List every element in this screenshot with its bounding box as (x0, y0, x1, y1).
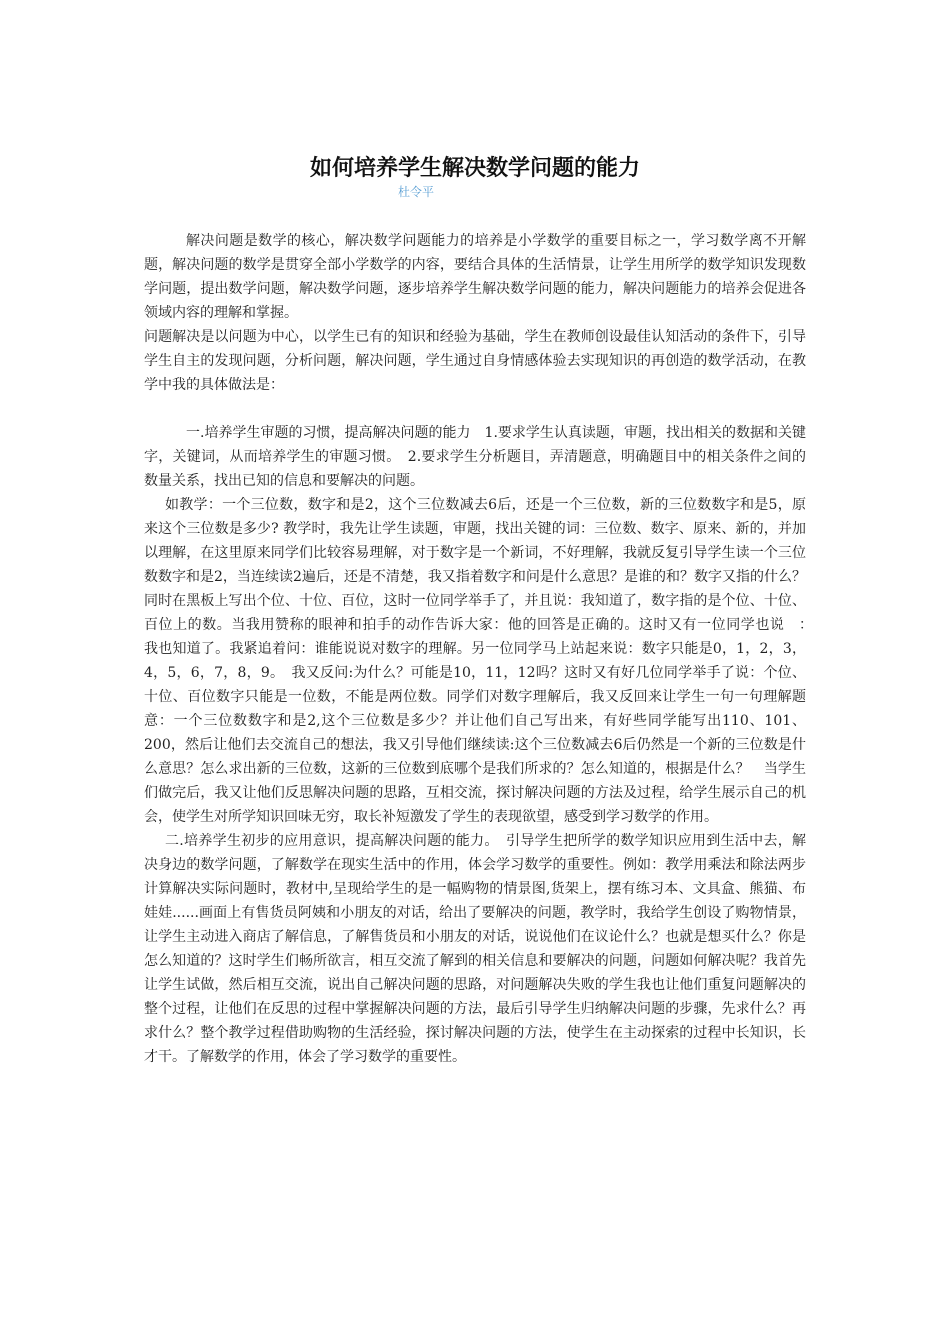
paragraph-section-two: 二.培养学生初步的应用意识，提高解决问题的能力。 引导学生把所学的数学知识应用到生活中去，解决身边的数学问题，了解数学在现实生活中的作用，体会学习数学的重要性。例如：教学用乘法和除法两步计算解决实际问题时，教材中,呈现给学生的是一幅购物的情景图,货架上，摆有练习本、文具盒、熊猫、布娃娃......画面上有售货员阿姨和小朋友的对话，给出了要解决的问题，教学时，我给学生创设了购物情景，让学生主动进入商店了解信息，了解售货员和小朋友的对话，说说他们在议论什么？也就是想买什么？你是怎么知道的？这时学生们畅所欲言，相互交流了解到的相关信息和要解决的问题，问题如何解决呢？我首先让学生试做，然后相互交流，说出自己解决问题的思路，对问题解决失败的学生我也让他们重复问题解决的整个过程，让他们在反思的过程中掌握解决问题的方法，最后引导学生归纳解决问题的步骤，先求什么？再求什么？整个教学过程借助购物的生活经验，探讨解决问题的方法，使学生在主动探索的过程中长知识，长才干。了解数学的作用，体会了学习数学的重要性。 (144, 833, 806, 1065)
document-author: 杜令平 (398, 185, 435, 199)
paragraph-spacer (144, 397, 806, 421)
paragraph-example-one: 如教学：一个三位数，数字和是2，这个三位数减去6后，还是一个三位数，新的三位数数字和是5，原来这个三位数是多少? 教学时，我先让学生读题，审题，找出关键的词：三位数、数字、原来、新的，并加以理解，在这里原来同学们比较容易理解，对于数字是一个新词，不好理解，我就反复引导学生读一个三位数数字和是2，当连续读2遍后，还是不清楚，我又指着数字和问是什么意思？是谁的和？数字又指的什么？同时在黑板上写出个位、十位、百位，这时一位同学举手了，并且说：我知道了，数字指的是个位、十位、百位上的数。当我用赞称的眼神和拍手的动作告诉大家：他的回答是正确的。这时又有一位同学也说 ： 我也知道了。我紧追着问：谁能说说对数字的理解。另一位同学马上站起来说：数字只能是0，1，2，3，4，5，6，7，8，9。 我又反问:为什么？可能是10，11，12吗？这时又有好几位同学举手了说：个位、十位、百位数字只能是一位数，不能是两位数。同学们对数字理解后，我又反回来让学生一句一句理解题意：一个三位数数字和是2,这个三位数是多少？并让他们自己写出来，有好些同学能写出110、101、200，然后让他们去交流自己的想法，我又引导他们继续读:这个三位数减去6后仍然是一个新的三位数是什么意思？怎么求出新的三位数，这新的三位数到底哪个是我们所求的？怎么知道的，根据是什么？ 当学生们做完后，我又让他们反思解决问题的思路，互相交流，探讨解决问题的方法及过程，给学生展示自己的机会，使学生对所学知识回味无穷，取长补短激发了学生的表现欲望，感受到学习数学的作用。 (144, 497, 820, 825)
paragraph-definition: 问题解决是以问题为中心，以学生已有的知识和经验为基础，学生在教师创设最佳认知活动的条件下，引导学生自主的发现问题，分析问题，解决问题，学生通过自身情感体验去实现知识的再创造的数学活动，在教学中我的具体做法是： (144, 329, 806, 393)
paragraph-section-one: 一.培养学生审题的习惯，提高解决问题的能力 1.要求学生认真读题，审题，找出相关的数据和关键字，关键词，从而培养学生的审题习惯。 2.要求学生分析题目，弄清题意，明确题目中的相关条件之间的数量关系，找出已知的信息和要解决的问题。 (144, 425, 806, 489)
document-body (144, 229, 820, 1069)
document-title: 如何培养学生解决数学问题的能力 (309, 155, 640, 181)
paragraph-intro: 解决问题是数学的核心，解决数学问题能力的培养是小学数学的重要目标之一，学习数学离不开解题，解决问题的数学是贯穿全部小学数学的内容，要结合具体的生活情景，让学生用所学的数学知识发现数学问题，提出数学问题，解决数学问题，逐步培养学生解决数学问题的能力，解决问题能力的培养会促进各领域内容的理解和掌握。 (144, 233, 806, 321)
